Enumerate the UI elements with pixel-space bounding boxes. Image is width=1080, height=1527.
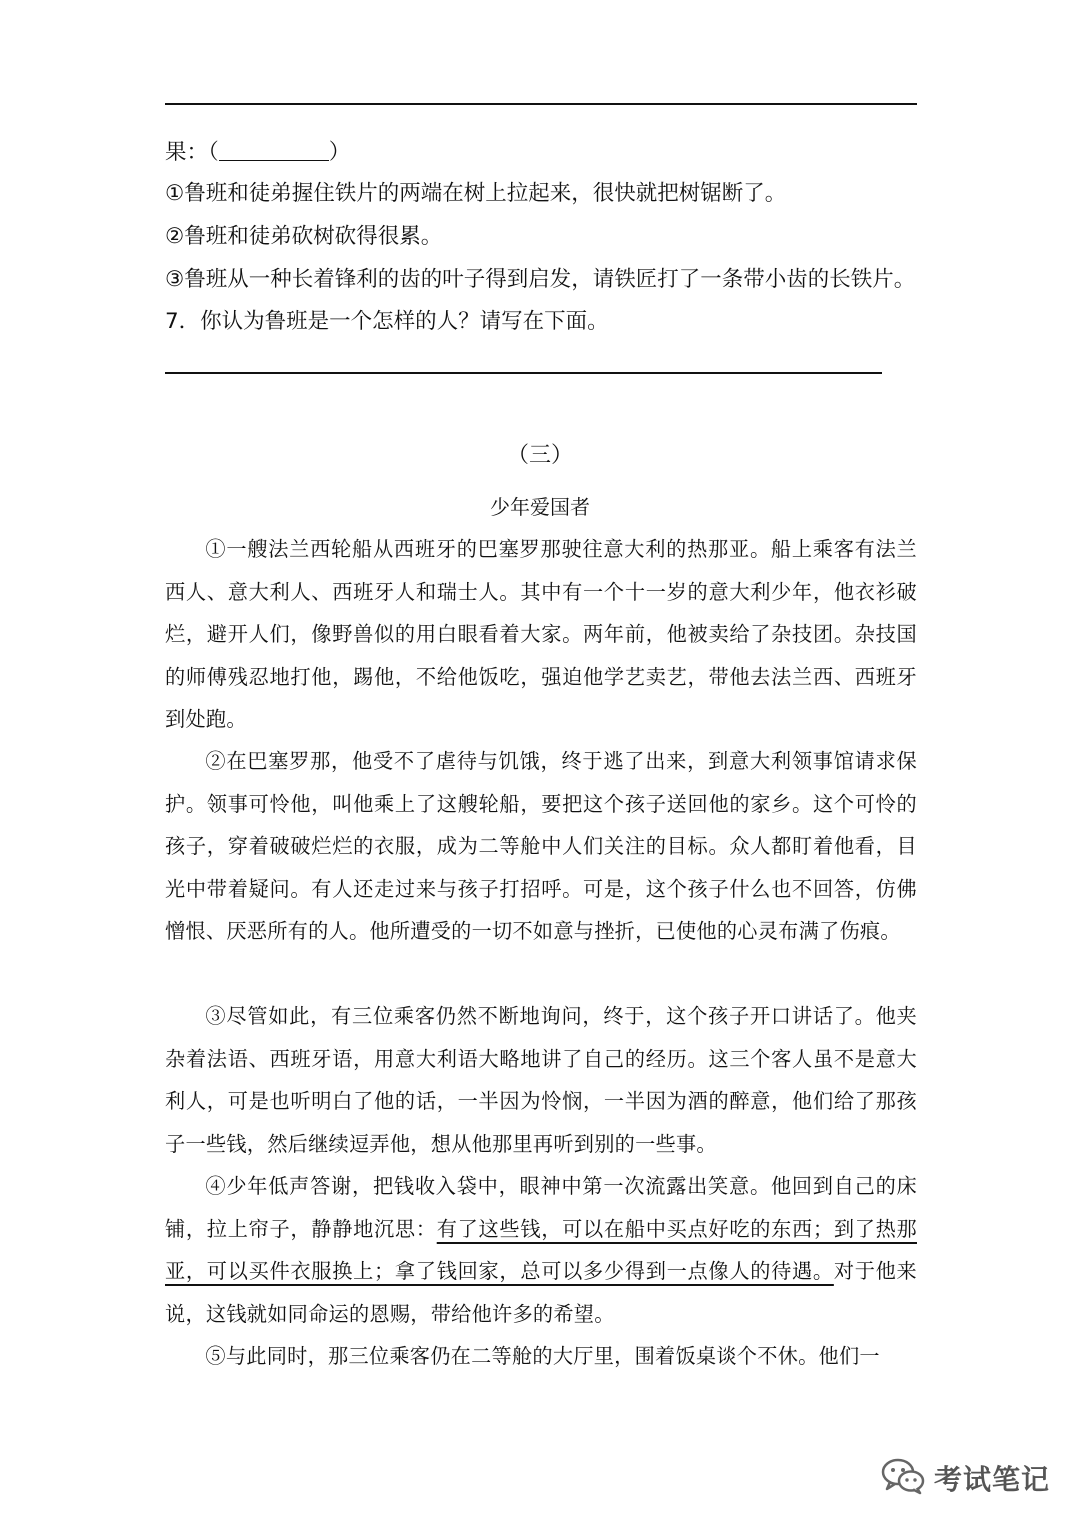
passage-title: 少年爱国者 [490, 495, 590, 519]
paragraph-1: ①一艘法兰西轮船从西班牙的巴塞罗那驶往意大利的热那亚。船上乘客有法兰西人、意大利人、西班牙人和瑞士人。其中有一个十一岁的意大利少年，他衣衫破烂，避开人们，像野兽似的用白眼看着大家。两年前，他被卖给了杂技团。杂技国的师傅残忍地打他，踢他，不给他饭吃，强迫他学艺卖艺，带他去法兰西、西班牙到处跑。 [165, 537, 917, 731]
paragraph-4-underlined: 有了这些钱，可以在船中买点好吃的东西；到了热那亚，可以买件衣服换上；拿了钱回家，总可以多少得到一点像人的待遇。 [165, 1216, 917, 1283]
q6-answer-blank[interactable] [219, 140, 329, 161]
q7-answer-line[interactable] [165, 372, 882, 374]
paragraph-4-before: ④少年低声答谢，把钱收入袋中，眼神中第一次流露出笑意。他回到自己的床铺，拉上帘子，静静地沉思： [165, 1174, 917, 1241]
paragraph-3: ③尽管如此，有三位乘客仍然不断地询问，终于，这个孩子开口讲话了。他夹杂着法语、西班牙语，用意大利语大略地讲了自己的经历。这三个客人虽不是意大利人，可是也听明白了他的话，一半因为怜悯，一半因为酒的醉意，他们给了那孩子一些钱，然后继续逗弄他，想从他那里再听到别的一些事。 [165, 1004, 917, 1156]
paragraph-5: ⑤与此同时，那三位乘客仍在二等舱的大厅里，围着饭桌谈个不休。他们一 [205, 1344, 880, 1368]
section-number: （三） [506, 443, 573, 468]
q7-prompt: 7．你认为鲁班是一个怎样的人？请写在下面。 [165, 309, 609, 334]
q6-option-1: ①鲁班和徒弟握住铁片的两端在树上拉起来，很快就把树锯断了。 [165, 181, 787, 206]
paragraph-4 [165, 1165, 917, 1335]
watermark [880, 1450, 1060, 1506]
q6-answer-row [165, 138, 925, 168]
watermark-text: 考试笔记 [934, 1463, 1051, 1496]
q6-answer-prefix: 果：（ [165, 140, 219, 165]
paragraph-2: ②在巴塞罗那，他受不了虐待与饥饿，终于逃了出来，到意大利领事馆请求保护。领事可怜他，叫他乘上了这艘轮船，要把这个孩子送回他的家乡。这个可怜的孩子，穿着破破烂烂的衣服，成为二等舱中人们关注的目标。众人都盯着他看，目光中带着疑问。有人还走过来与孩子打招呼。可是，这个孩子什么也不回答，仿佛憎恨、厌恶所有的人。他所遭受的一切不如意与挫折，已使他的心灵布满了伤痕。 [165, 749, 917, 943]
answer-line-top [165, 103, 917, 105]
wechat-icon [880, 1456, 926, 1500]
q6-answer-suffix: ） [328, 140, 351, 165]
q6-option-2: ②鲁班和徒弟砍树砍得很累。 [165, 224, 443, 249]
q6-option-3: ③鲁班从一种长着锋利的齿的叶子得到启发，请铁匠打了一条带小齿的长铁片。 [165, 267, 916, 292]
paragraph-4-after: 对于他来说，这钱就如同命运的恩赐，带给他许多的希望。 [165, 1259, 917, 1326]
